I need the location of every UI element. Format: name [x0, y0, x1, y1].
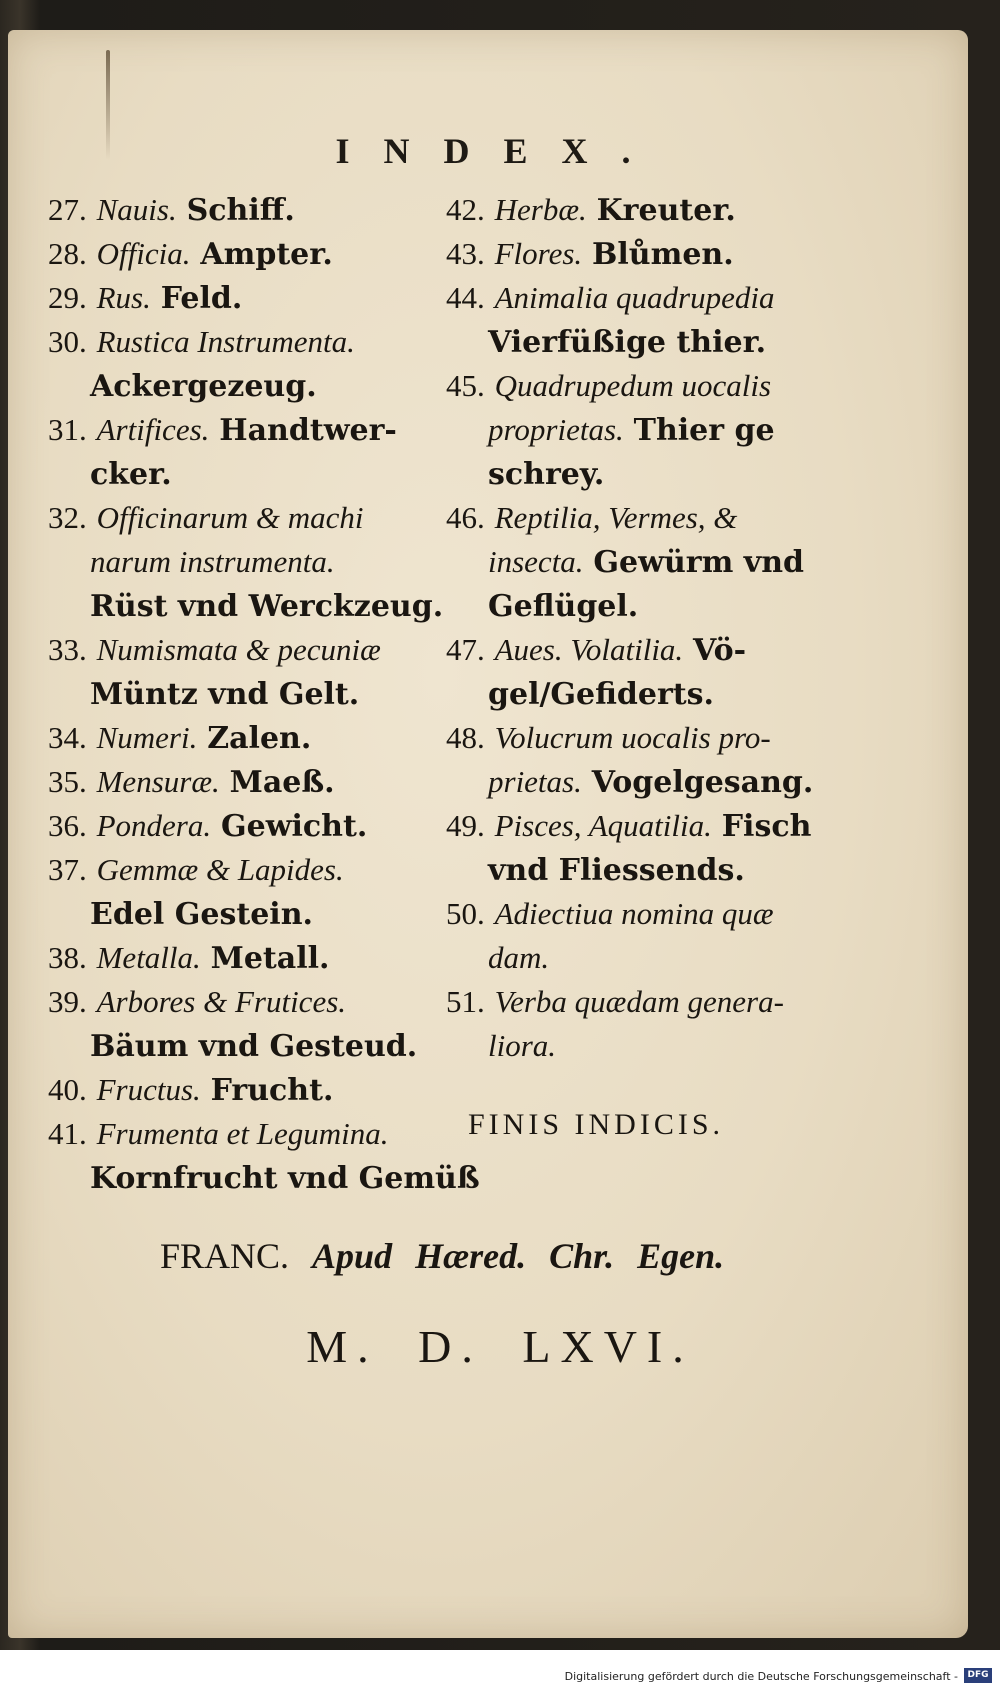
- latin-term: Pondera.: [96, 808, 212, 843]
- index-entry: [446, 980, 846, 1068]
- latin-term: Pisces, Aquatilia.: [494, 808, 712, 843]
- german-term: Rüst vnd Werckzeug.: [90, 589, 444, 624]
- latin-term: Reptilia, Vermes, &: [494, 500, 738, 535]
- german-term: Kreuter.: [596, 193, 736, 228]
- german-term: Maeß.: [229, 765, 335, 800]
- latin-term: Numismata & pecuniæ: [96, 632, 381, 667]
- index-entry-line: [446, 716, 846, 760]
- imprint: [160, 1235, 920, 1277]
- index-entry-line: [48, 188, 448, 232]
- german-term: Ampter.: [200, 237, 333, 272]
- index-entry: [48, 320, 448, 408]
- latin-term: Officinarum & machi: [96, 500, 364, 535]
- index-entry: [48, 716, 448, 760]
- entry-number: 47.: [446, 632, 485, 667]
- index-entry-line: [48, 1068, 448, 1112]
- index-entry: [48, 848, 448, 936]
- index-entry-line: [48, 408, 448, 452]
- index-entry: [48, 980, 448, 1068]
- index-entry-line: [446, 892, 846, 936]
- index-entry-line: [446, 540, 846, 584]
- index-entry-line: [48, 892, 448, 936]
- latin-term: proprietas.: [488, 412, 624, 447]
- entry-number: 40.: [48, 1072, 87, 1107]
- index-entry-line: [48, 1024, 448, 1068]
- index-entry: [48, 1112, 480, 1200]
- index-entry-line: [48, 364, 448, 408]
- entry-number: 29.: [48, 280, 87, 315]
- latin-term: Fructus.: [96, 1072, 201, 1107]
- german-term: Frucht.: [210, 1073, 334, 1108]
- german-term: Zalen.: [207, 721, 312, 756]
- index-entry-line: [446, 188, 846, 232]
- german-term: Thier ge: [633, 413, 775, 448]
- index-entry: [446, 188, 846, 232]
- index-entry-line: [446, 980, 846, 1024]
- german-term: Schiff.: [186, 193, 295, 228]
- index-entry-line: [48, 276, 448, 320]
- index-entry-line: [48, 936, 448, 980]
- latin-term: Frumenta et Legumina.: [96, 1116, 389, 1151]
- index-entry: [446, 232, 846, 276]
- index-entry-line: [446, 804, 846, 848]
- index-entry-line: [446, 584, 846, 628]
- german-term: Feld.: [160, 281, 243, 316]
- index-entry-line: [48, 232, 448, 276]
- german-term: Gewicht.: [220, 809, 368, 844]
- german-term: Vö-: [693, 633, 747, 668]
- latin-term: Aues. Volatilia.: [494, 632, 684, 667]
- latin-term: Flores.: [494, 236, 583, 271]
- entry-number: 27.: [48, 192, 87, 227]
- index-entry: [48, 276, 448, 320]
- german-term: schrey.: [488, 457, 605, 492]
- index-entry-line: [446, 672, 846, 716]
- index-entry-line: [446, 408, 846, 452]
- latin-term: Quadrupedum uocalis: [494, 368, 772, 403]
- entry-number: 30.: [48, 324, 87, 359]
- index-entry-line: [48, 848, 448, 892]
- entry-number: 41.: [48, 1116, 87, 1151]
- german-term: Blůmen.: [592, 237, 734, 272]
- index-entry: [48, 760, 448, 804]
- latin-term: Mensuræ.: [96, 764, 220, 799]
- entry-number: 39.: [48, 984, 87, 1019]
- latin-term: Numeri.: [96, 720, 198, 755]
- digitization-credit: Digitalisierung gefördert durch die Deutsche Forschungsgemeinschaft -: [564, 1670, 958, 1683]
- german-term: Handtwer-: [219, 413, 397, 448]
- index-entry-line: [446, 1024, 846, 1068]
- index-entry-line: [446, 848, 846, 892]
- index-entry: [48, 936, 448, 980]
- entry-number: 46.: [446, 500, 485, 535]
- index-entry-line: [48, 716, 448, 760]
- index-entry: [48, 232, 448, 276]
- index-entry-line: [446, 232, 846, 276]
- dfg-logo-icon: DFG: [964, 1668, 992, 1683]
- latin-term: Artifices.: [96, 412, 210, 447]
- index-entry-line: [48, 980, 448, 1024]
- index-entry-line: [48, 452, 448, 496]
- german-term: Geflügel.: [488, 589, 639, 624]
- entry-number: 33.: [48, 632, 87, 667]
- german-term: Ackergezeug.: [90, 369, 317, 404]
- latin-term: narum instrumenta.: [90, 544, 335, 579]
- entry-number: 43.: [446, 236, 485, 271]
- entry-number: 42.: [446, 192, 485, 227]
- german-term: Vierfüßige thier.: [488, 325, 767, 360]
- index-entry-line: [446, 452, 846, 496]
- imprint-printer: Apud Hæred. Chr. Egen.: [312, 1236, 725, 1276]
- index-entry: [446, 364, 846, 496]
- latin-term: Metalla.: [96, 940, 201, 975]
- german-term: Vogelgesang.: [591, 765, 814, 800]
- index-entry-line: [48, 584, 448, 628]
- latin-term: Arbores & Frutices.: [96, 984, 347, 1019]
- entry-number: 32.: [48, 500, 87, 535]
- entry-number: 35.: [48, 764, 87, 799]
- german-term: Fisch: [721, 809, 812, 844]
- german-term: Edel Gestein.: [90, 897, 313, 932]
- german-term: Müntz vnd Gelt.: [90, 677, 360, 712]
- index-entry-line: [446, 936, 846, 980]
- index-entry-line: [446, 320, 846, 364]
- latin-term: Rustica Instrumenta.: [96, 324, 355, 359]
- entry-number: 37.: [48, 852, 87, 887]
- index-entry: [48, 496, 448, 628]
- index-entry: [446, 804, 846, 892]
- index-entry-line: [446, 760, 846, 804]
- entry-number: 45.: [446, 368, 485, 403]
- page-heading: INDEX.: [335, 131, 665, 171]
- index-entry-line: [48, 1156, 480, 1200]
- index-column-right: [446, 188, 846, 1068]
- german-term: Kornfrucht vnd Gemüß: [90, 1161, 480, 1196]
- entry-number: 31.: [48, 412, 87, 447]
- latin-term: insecta.: [488, 544, 584, 579]
- imprint-year: M. D. LXVI.: [306, 1321, 694, 1372]
- index-entry-line: [48, 320, 448, 364]
- latin-term: Animalia quadrupedia: [494, 280, 775, 315]
- latin-term: Gemmæ & Lapides.: [96, 852, 344, 887]
- entry-number: 48.: [446, 720, 485, 755]
- index-entry-line: [48, 760, 448, 804]
- german-term: gel/Gefiderts.: [488, 677, 714, 712]
- index-entry-line: [446, 496, 846, 540]
- index-entry-line: [48, 672, 448, 716]
- index-entry-line: [446, 628, 846, 672]
- latin-term: Officia.: [96, 236, 191, 271]
- german-term: Gewürm vnd: [593, 545, 804, 580]
- latin-term: Adiectiua nomina quæ: [494, 896, 774, 931]
- index-entry: [48, 408, 448, 496]
- entry-number: 49.: [446, 808, 485, 843]
- latin-term: liora.: [488, 1028, 557, 1063]
- entry-number: 34.: [48, 720, 87, 755]
- index-entry: [48, 628, 448, 716]
- imprint-city: FRANC.: [160, 1236, 290, 1276]
- entry-number: 50.: [446, 896, 485, 931]
- latin-term: Volucrum uocalis pro-: [494, 720, 771, 755]
- index-entry: [446, 276, 846, 364]
- entry-number: 51.: [446, 984, 485, 1019]
- index-entry-line: [446, 364, 846, 408]
- index-entry-line: [48, 804, 448, 848]
- index-entry: [446, 716, 846, 804]
- latin-term: prietas.: [488, 764, 582, 799]
- finis-indicis: FINIS INDICIS.: [468, 1108, 725, 1141]
- index-entry-line: [48, 1112, 448, 1156]
- index-entry: [446, 628, 846, 716]
- entry-number: 36.: [48, 808, 87, 843]
- index-entry-line: [48, 628, 448, 672]
- entry-number: 38.: [48, 940, 87, 975]
- index-entry-line: [48, 540, 448, 584]
- latin-term: Verba quædam genera-: [494, 984, 784, 1019]
- latin-term: Nauis.: [96, 192, 177, 227]
- index-entry: [48, 188, 448, 232]
- entry-number: 28.: [48, 236, 87, 271]
- entry-number: 44.: [446, 280, 485, 315]
- german-term: Bäum vnd Gesteud.: [90, 1029, 418, 1064]
- german-term: cker.: [90, 457, 172, 492]
- latin-term: Herbæ.: [494, 192, 587, 227]
- german-term: Metall.: [210, 941, 330, 976]
- index-entry-line: [446, 276, 846, 320]
- index-entry: [446, 892, 846, 980]
- index-entry-line: [48, 496, 448, 540]
- index-entry: [446, 496, 846, 628]
- index-entry: [48, 1068, 448, 1112]
- index-entry: [48, 804, 448, 848]
- latin-term: Rus.: [96, 280, 151, 315]
- latin-term: dam.: [488, 940, 550, 975]
- german-term: vnd Fliessends.: [488, 853, 745, 888]
